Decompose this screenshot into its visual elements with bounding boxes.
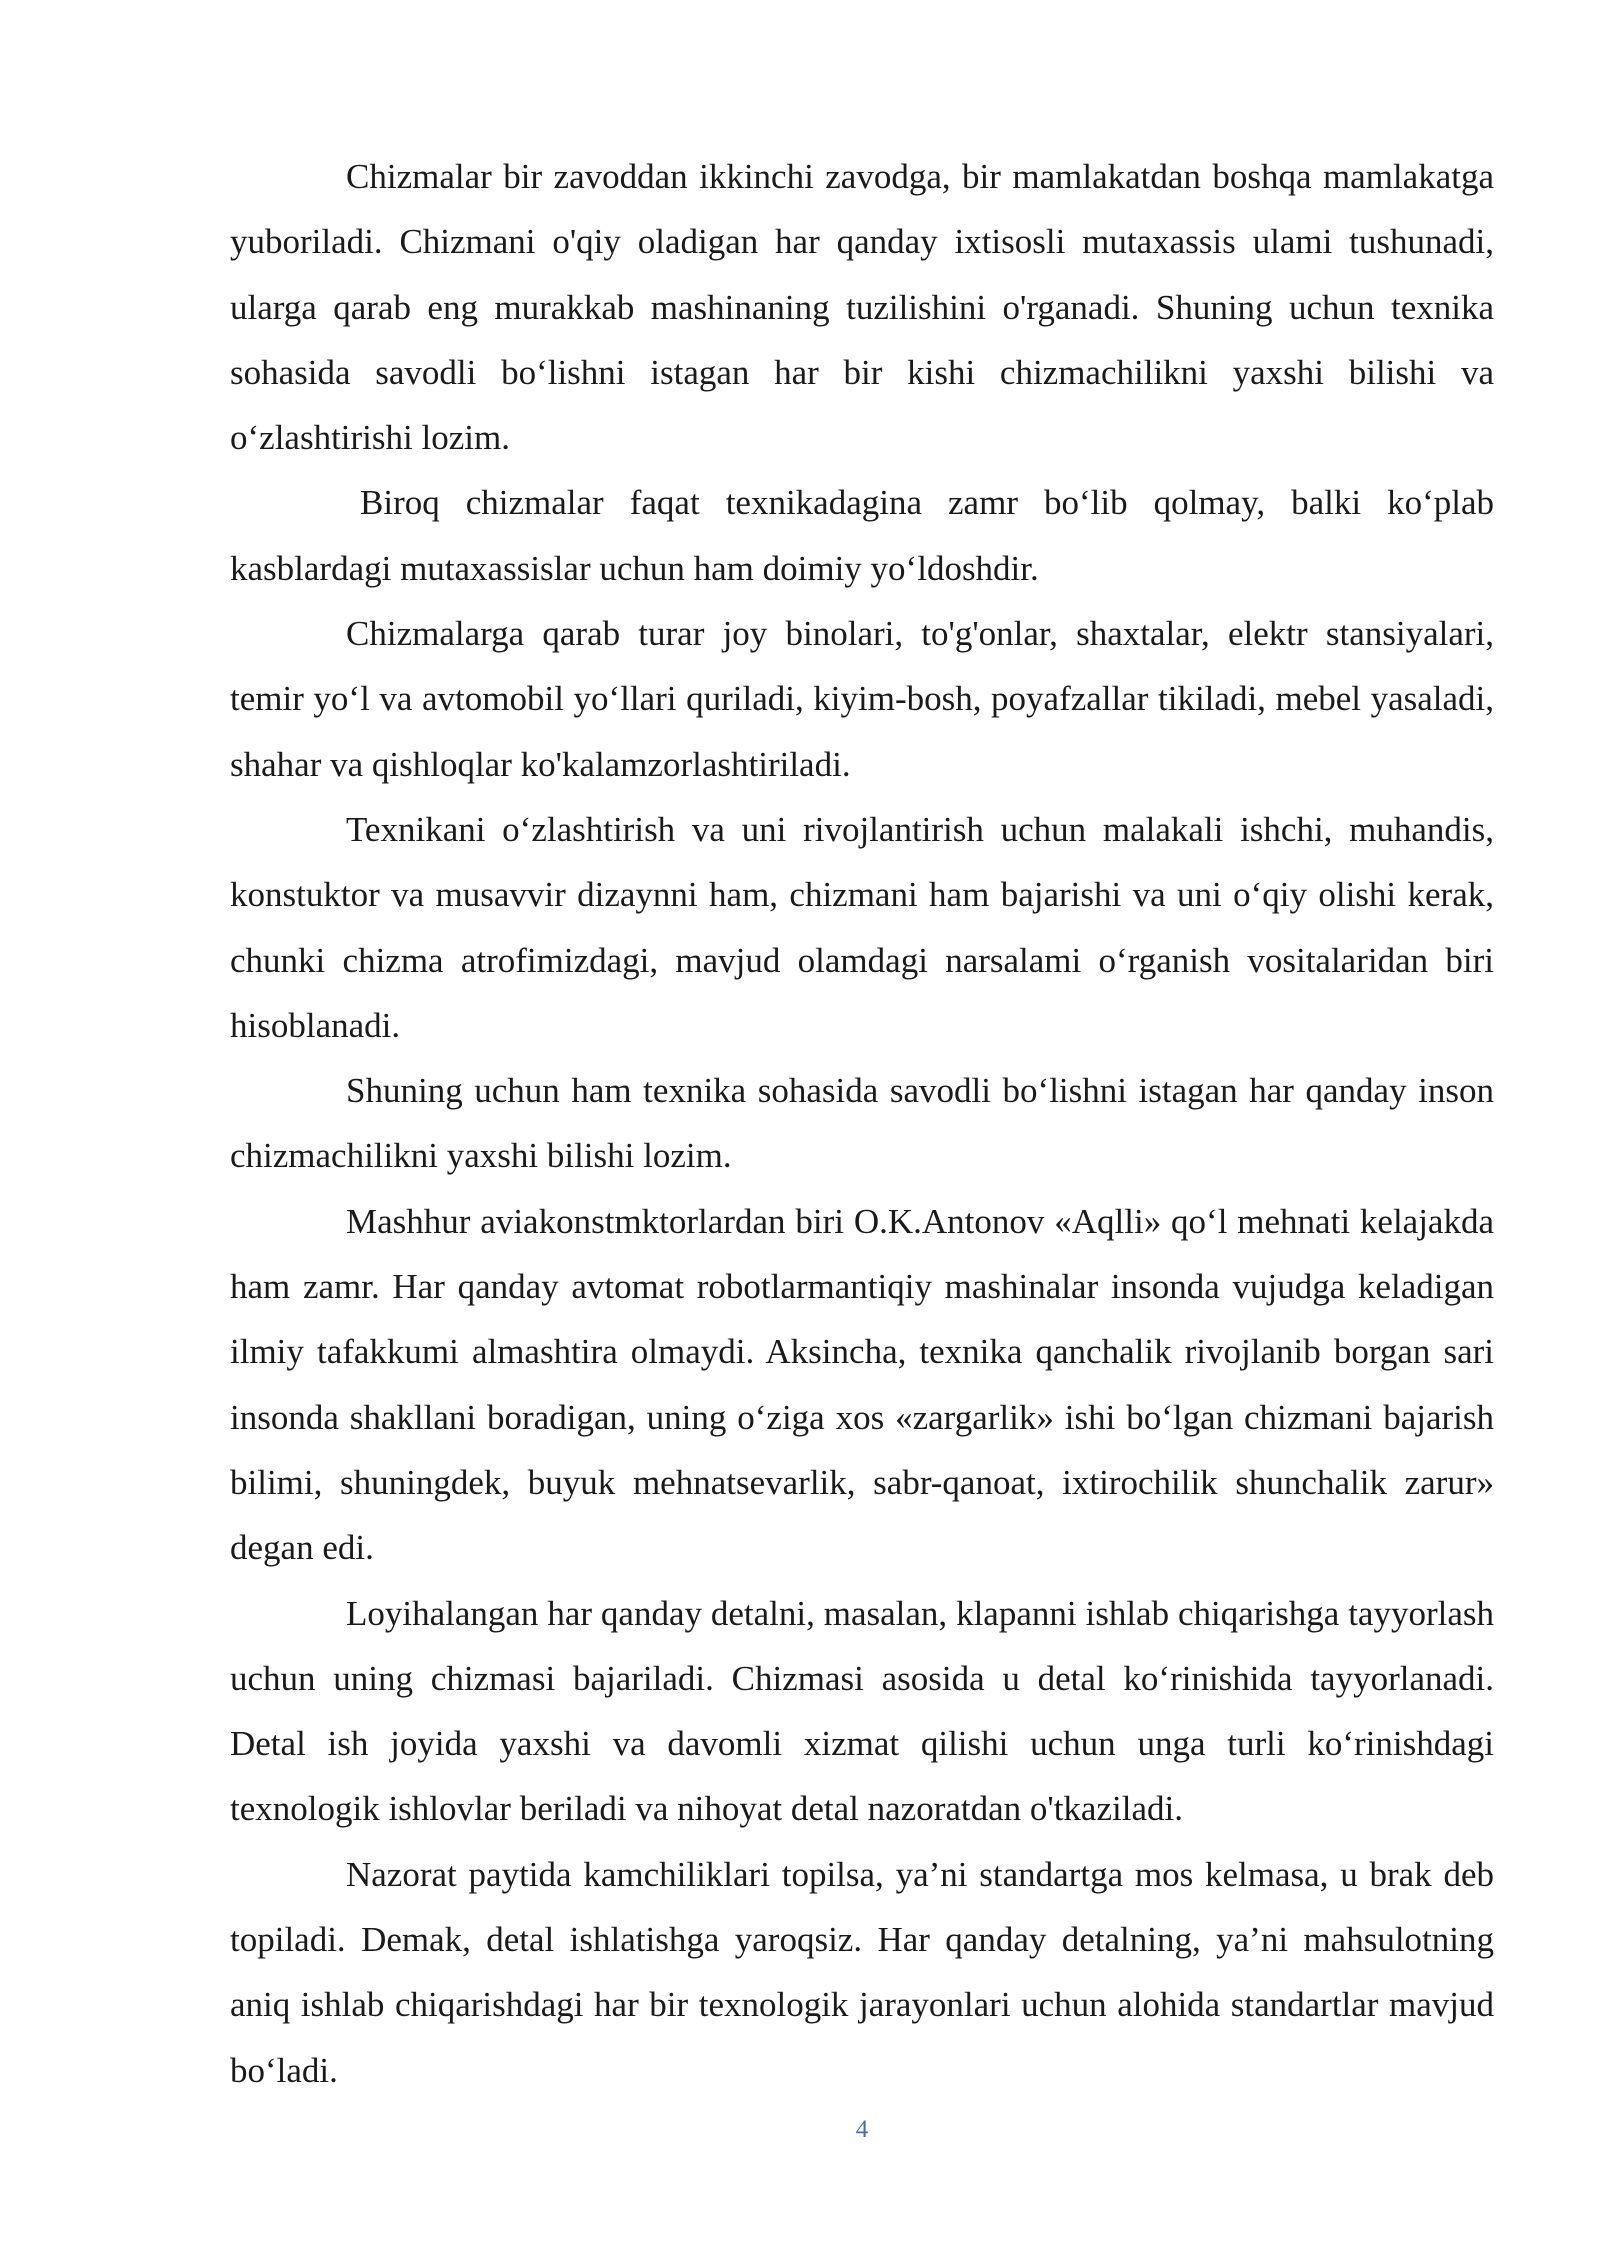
paragraph: Chizmalar bir zavoddan ikkinchi zavodga, bir mamlakatdan boshqa mamlakatga yuboriladi. Chizmani o'qiy oladigan har qanday ixtisosli mutaxassis ulami tushunadi, ularga qarab eng murakkab mashinaning tuzilishini o'rganadi. Shuning uchun texnika sohasida savodli bo‘lishni istagan har bir kishi chizmachilikni yaxshi bilishi va o‘zlashtirishi lozim.: [230, 157, 1494, 458]
paragraph: Texnikani o‘zlashtirish va uni rivojlantirish uchun malakali ishchi, muhandis, konstuktor va musavvir dizaynni ham, chizmani ham bajarishi va uni o‘qiy olishi kerak, chunki chizma atrofimizdagi, mavjud olamdagi narsalami o‘rganish vositalaridan biri hisoblanadi.: [230, 809, 1494, 1045]
paragraph: Shuning uchun ham texnika sohasida savodli bo‘lishni istagan har qanday inson chizmachilikni yaxshi bilishi lozim.: [230, 1071, 1494, 1176]
paragraph: Loyihalangan har qanday detalni, masalan, klapanni ishlab chiqarishga tayyorlash uchun uning chizmasi bajariladi. Chizmasi asosida u detal ko‘rinishida tayyorlanadi. Detal ish joyida yaxshi va davomli xizmat qilishi uchun unga turli ko‘rinishdagi texnologik ishlovlar beriladi va nihoyat detal nazoratdan o'tkaziladi.: [230, 1593, 1494, 1829]
page-number: 4: [855, 2116, 869, 2143]
paragraph: Nazorat paytida kamchiliklari topilsa, ya’ni standartga mos kelmasa, u brak deb topiladi. Demak, detal ishlatishga yaroqsiz. Har qanday detalning, ya’ni mahsulotning aniq ishlab chiqarishdagi har bir texnologik jarayonlari uchun alohida standartlar mavjud bo‘ladi.: [230, 1854, 1494, 2090]
paragraph: Mashhur aviakonstmktorlardan biri O.K.Antonov «Aqlli» qo‘l mehnati kelajakda ham zamr. Har qanday avtomat robotlarmantiqiy mashinalar insonda vujudga keladigan ilmiy tafakkumi almashtira olmaydi. Aksincha, texnika qanchalik rivojlanib borgan sari insonda shakllani boradigan, uning o‘ziga xos «zargarlik» ishi bo‘lgan chizmani bajarish bilimi, shuningdek, buyuk mehnatsevarlik, sabr-qanoat, ixtirochilik shunchalik zarur» degan edi.: [230, 1201, 1494, 1568]
paragraph: Chizmalarga qarab turar joy binolari, to'g'onlar, shaxtalar, elektr stansiyalari, temir yo‘l va avtomobil yo‘llari quriladi, kiyim-bosh, poyafzallar tikiladi, mebel yasaladi, shahar va qishloqlar ko'kalamzorlashtiriladi.: [230, 614, 1494, 784]
paragraph: Biroq chizmalar faqat texnikadagina zamr bo‘lib qolmay, balki ko‘plab kasblardagi mutaxassislar uchun ham doimiy yo‘ldoshdir.: [230, 483, 1494, 588]
document-body: [230, 144, 1494, 2103]
